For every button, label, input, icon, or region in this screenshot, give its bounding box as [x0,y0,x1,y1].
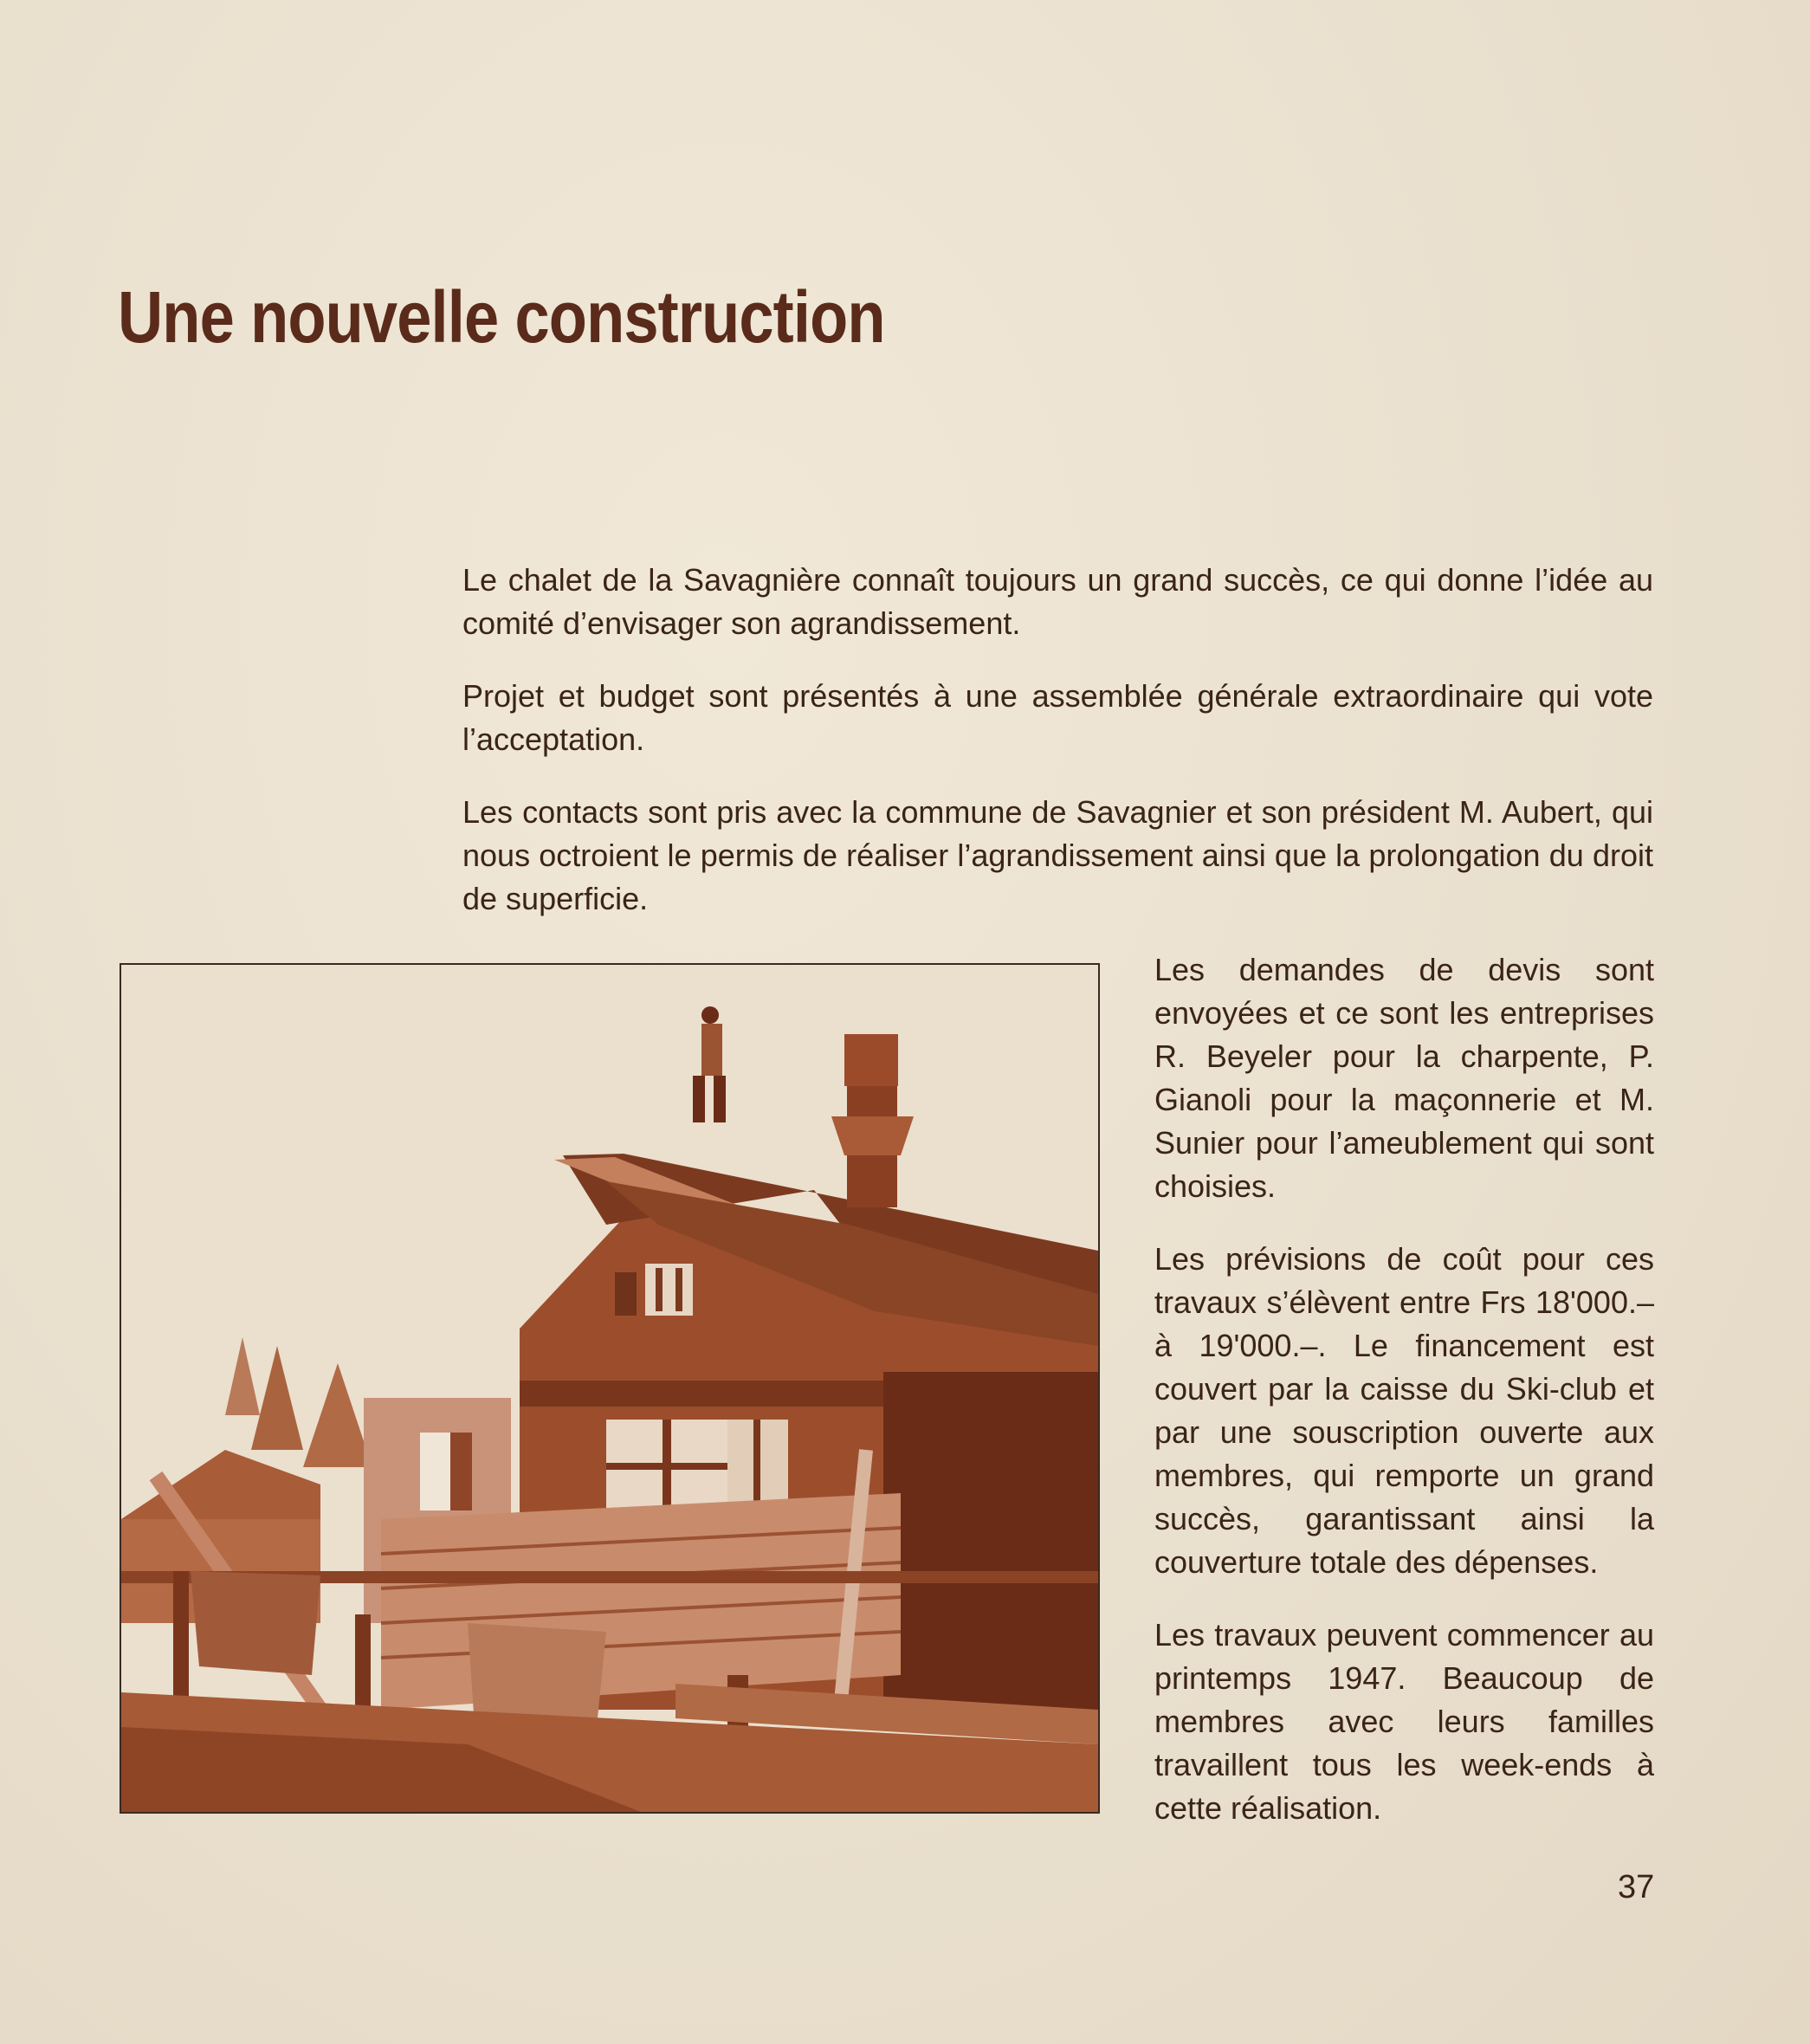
intro-paragraph: Les contacts sont pris avec la commune de Savagnier et son président M. Aubert, qui nous octroient le permis de réaliser l’agrandissement ainsi que la prolongation du droit de superficie. [462,794,1653,916]
intro-paragraph: Le chalet de la Savagnière connaît toujours un grand succès, ce qui donne l’idée au comité d’envisager son agrandissement. [462,562,1653,641]
page-title: Une nouvelle construction [118,276,885,358]
page-number: 37 [1618,1869,1655,1905]
column-paragraph: Les travaux peuvent commencer au printemps 1947. Beaucoup de membres avec leurs familles travaillent tous les week-ends à cette réalisation. [1154,1617,1654,1826]
right-column-text [1154,948,1654,1860]
intro-paragraph: Projet et budget sont présentés à une assemblée générale extraordinaire qui vote l’acceptation. [462,678,1653,757]
column-paragraph: Les demandes de devis sont envoyées et ce sont les entreprises R. Beyeler pour la charpente, P. Gianoli pour la maçonnerie et M. Sunier pour l’ameublement qui sont choisies. [1154,952,1654,1204]
column-paragraph: Les prévisions de coût pour ces travaux s’élèvent entre Frs 18'000.– à 19'000.–. Le financement est couvert par la caisse du Ski-club et par une souscription ouverte aux membres, qui remporte un grand succès, garantissant ainsi la couverture totale des dépenses. [1154,1241,1654,1580]
chalet-photo [120,963,1100,1814]
intro-text [462,559,1653,950]
